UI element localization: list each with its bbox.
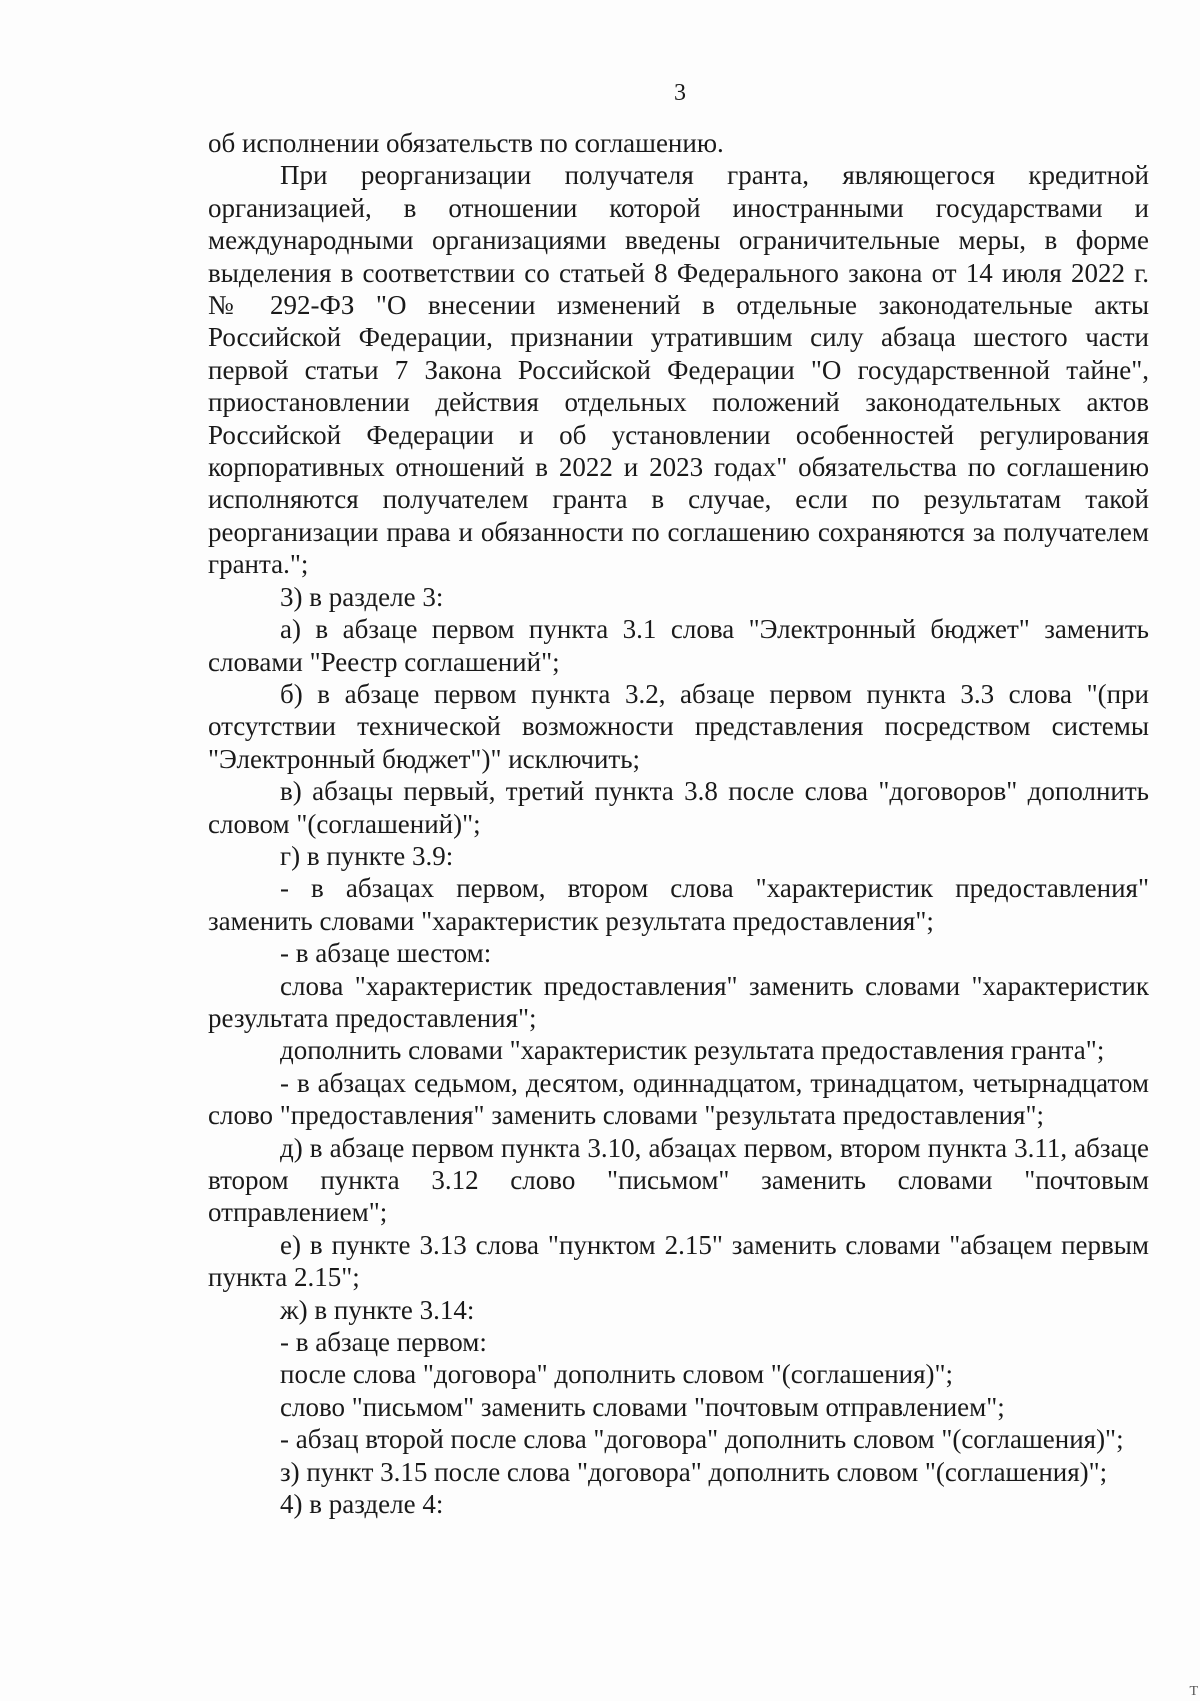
document-body xyxy=(208,127,1149,1520)
paragraph-item-zh-1a: после слова "договора" дополнить словом "(соглашения)"; xyxy=(280,1359,954,1390)
paragraph-item-g-2b: дополнить словами "характеристик результата предоставления гранта"; xyxy=(280,1035,1105,1066)
paragraph-item-a: а) в абзаце первом пункта 3.1 слова "Электронный бюджет" заменить словами "Реестр соглашений"; xyxy=(208,614,1149,677)
paragraph-item-g-2a: слова "характеристик предоставления" заменить словами "характеристик результата предоставления"; xyxy=(208,970,1149,1033)
paragraph-item-zh: ж) в пункте 3.14: xyxy=(280,1294,475,1325)
paragraph-item-g-3: - в абзацах седьмом, десятом, одиннадцатом, тринадцатом, четырнадцатом слово "предоставления" заменить словами "результата предоставления"; xyxy=(208,1067,1149,1131)
paragraph-item-g: г) в пункте 3.9: xyxy=(280,840,454,871)
paragraph-item-g-1: - в абзацах первом, втором слова "характеристик предоставления" заменить словами "характеристик результата предоставления"; xyxy=(208,873,1149,936)
page-number: 3 xyxy=(674,80,686,106)
paragraph-section-4: 4) в разделе 4: xyxy=(280,1489,444,1520)
paragraph-reorganization: При реорганизации получателя гранта, являющегося кредитной организацией, в отношении которой иностранными государствами и международными организациями введены ограничительные меры, в форме выделения в соответствии со статьей 8 Федерального закона от 14 июля 2022 г. № 292-ФЗ "О внесении изменений в отдельные законодательные акты Российской Федерации, признании утратившим силу абзаца шестого части первой статьи 7 Закона Российской Федерации "О государственной тайне", приостановлении действия отдельных положений законодательных актов Российской Федерации и об установлении особенностей регулирования корпоративных отношений в 2022 и 2023 годах" обязательства по соглашению исполняются получателем гранта в случае, если по результатам такой реорганизации права и обязанности по соглашению сохраняются за получателем гранта."; xyxy=(208,160,1149,580)
paragraph-item-e: е) в пункте 3.13 слова "пунктом 2.15" заменить словами "абзацем первым пункта 2.15"; xyxy=(208,1229,1149,1293)
paragraph-section-3: 3) в разделе 3: xyxy=(280,581,444,612)
paragraph-item-zh-2: - абзац второй после слова "договора" дополнить словом "(соглашения)"; xyxy=(280,1424,1124,1455)
paragraph-item-v: в) абзацы первый, третий пункта 3.8 после слова "договоров" дополнить словом "(соглашений)"; xyxy=(208,776,1149,839)
paragraph-item-b: б) в абзаце первом пункта 3.2, абзаце первом пункта 3.3 слова "(при отсутствии технической возможности представления посредством системы "Электронный бюджет")" исключить; xyxy=(208,678,1149,774)
paragraph-item-z: з) пункт 3.15 после слова "договора" дополнить словом "(соглашения)"; xyxy=(280,1456,1108,1487)
paragraph-item-zh-1b: слово "письмом" заменить словами "почтовым отправлением"; xyxy=(280,1391,1005,1422)
paragraph-item-d: д) в абзаце первом пункта 3.10, абзацах первом, втором пункта 3.11, абзаце втором пункта 3.12 слово "письмом" заменить словами "почтовым отправлением"; xyxy=(208,1132,1149,1228)
paragraph-item-zh-1: - в абзаце первом: xyxy=(280,1327,487,1358)
edge-mark: Т xyxy=(1189,1684,1198,1699)
paragraph-item-g-2: - в абзаце шестом: xyxy=(280,938,492,969)
paragraph-continuation: об исполнении обязательств по соглашению. xyxy=(208,128,724,158)
